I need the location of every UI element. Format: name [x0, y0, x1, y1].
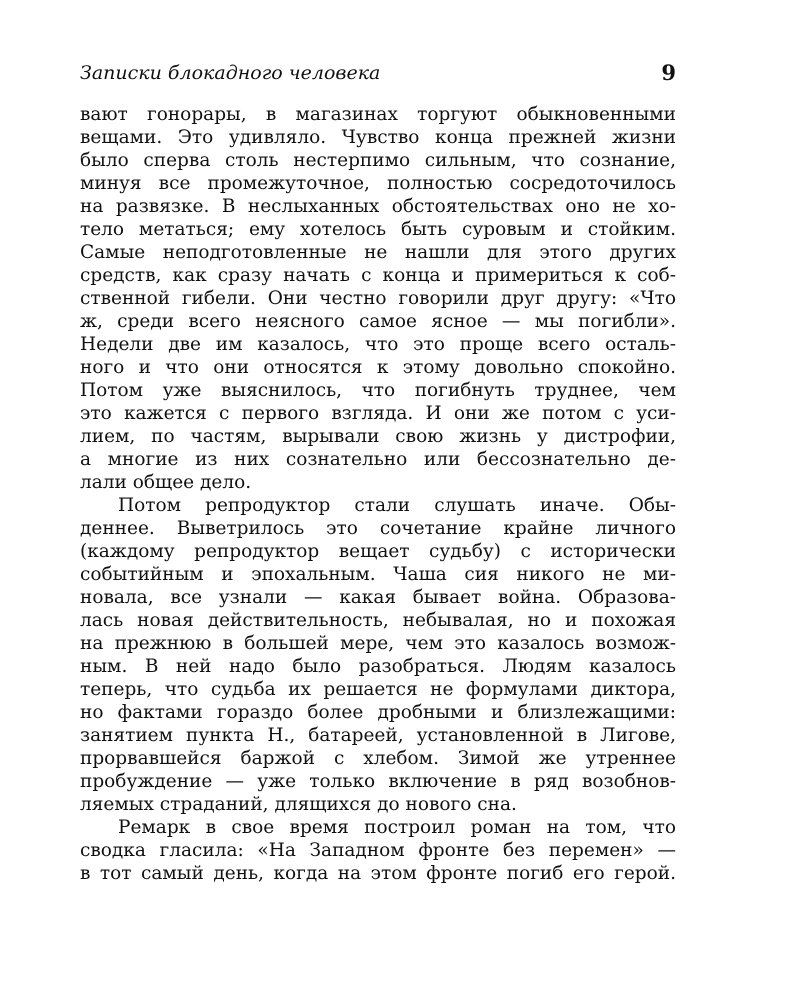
text-line: минуя все промежуточное, полностью сосредоточилось	[80, 173, 676, 194]
text-line: занятием пункта Н., батареей, установленной в Лигове,	[80, 725, 676, 746]
text-line: Потом репродуктор стали слушать иначе. Обы-	[118, 495, 676, 516]
text-line: в тот самый день, когда на этом фронте погиб его герой.	[80, 863, 676, 884]
text-line: это кажется с первого взгляда. И они же потом с уси-	[80, 403, 676, 424]
body-text	[80, 103, 676, 885]
text-line: ным. В ней надо было разобраться. Людям казалось	[80, 656, 676, 677]
text-line: на развязке. В неслыханных обстоятельствах оно не хо-	[80, 196, 676, 217]
text-line: лали общее дело.	[80, 472, 252, 493]
text-line: вают гонорары, в магазинах торгуют обыкновенными	[80, 104, 676, 125]
text-line: ного и что они относятся к этому довольно спокойно.	[80, 357, 676, 378]
page-number: 9	[661, 60, 676, 85]
text-line: а многие из них сознательно или бессознательно де-	[80, 449, 676, 470]
text-line: тело метаться; ему хотелось быть суровым и стойким.	[80, 219, 676, 240]
text-line: Недели две им казалось, что это проще всего осталь-	[80, 334, 676, 355]
text-line: теперь, что судьба их решается не формулами диктора,	[80, 679, 676, 700]
text-line: событийным и эпохальным. Чаша сия никого не ми-	[80, 564, 676, 585]
text-line: Ремарк в свое время построил роман на том, что	[118, 817, 676, 838]
running-head: Записки блокадного человека	[80, 62, 381, 84]
text-line: ляемых страданий, длящихся до нового сна.	[80, 794, 517, 815]
text-line: пробуждение — уже только включение в ряд возобнов-	[80, 771, 676, 792]
text-line: средств, как сразу начать с конца и примериться к соб-	[80, 265, 676, 286]
text-line: ж, среди всего неясного самое ясное — мы погибли».	[80, 311, 676, 332]
text-line: лием, по частям, вырывали свою жизнь у дистрофии,	[80, 426, 676, 447]
text-line: новала, все узнали — какая бывает война. Образова-	[80, 587, 676, 608]
text-line: прорвавшейся баржой с хлебом. Зимой же утреннее	[80, 748, 676, 769]
text-line: ственной гибели. Они честно говорили друг другу: «Что	[80, 288, 676, 309]
text-line: но фактами гораздо более дробными и близлежащими:	[80, 702, 676, 723]
text-line: (каждому репродуктор вещает судьбу) с исторически	[80, 541, 676, 562]
text-line: лась новая действительность, небывалая, но и похожая	[80, 610, 676, 631]
text-line: деннее. Выветрилось это сочетание крайне личного	[80, 518, 676, 539]
text-line: было сперва столь нестерпимо сильным, что сознание,	[80, 150, 676, 171]
text-line: сводка гласила: «На Западном фронте без перемен» —	[80, 840, 676, 861]
text-line: вещами. Это удивляло. Чувство конца прежней жизни	[80, 127, 676, 148]
text-line: Потом уже выяснилось, что погибнуть труднее, чем	[80, 380, 676, 401]
text-line: Самые неподготовленные не нашли для этого других	[80, 242, 676, 263]
text-line: на прежнюю в большей мере, чем это казалось возмож-	[80, 633, 676, 654]
